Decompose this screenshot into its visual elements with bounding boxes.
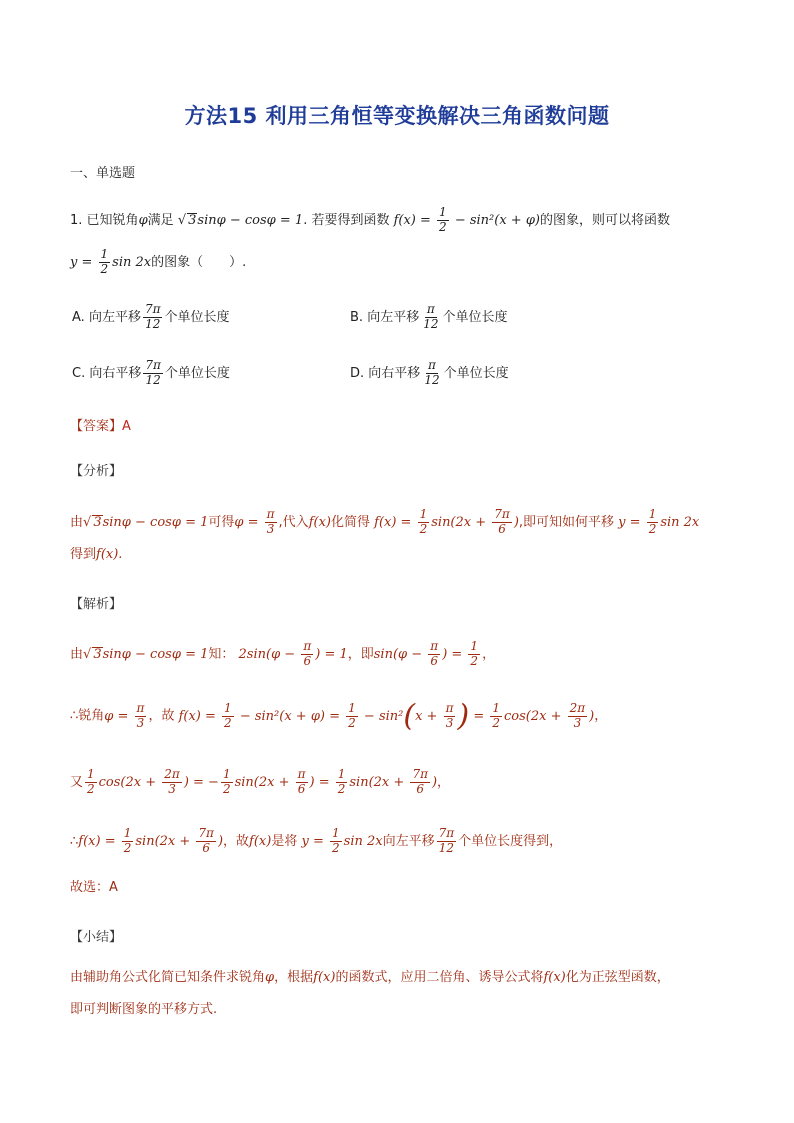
solution-line-3 [70,768,450,797]
solution-text: 由 [70,646,84,662]
solution-line-4 [70,827,562,856]
question-text: 的图象，则可以将函数 [540,212,671,228]
math-eq-1: 2sin(φ − $\frac{\pi}{6}$ ) = 1 [238,639,348,668]
summary-text: 的函数式，应用二倍角、诱导公式将 [335,970,544,985]
solution-text: ， [594,708,608,724]
option-unit: 个单位长度 [164,365,230,381]
solution-choice: 故选：A [70,880,118,895]
math-y: y = $\frac{1}{2}$ sin 2x [70,247,152,276]
analysis-label: 【分析】 [70,464,123,479]
math-identity: $\frac{1}{2}$ cos(2x + $\frac{2\pi}{3}$ ) = − $\frac{1}{2}$ sin(2x + $\frac{\pi}{6}$ ) = $\frac{1}{2}$ sin(2x + $\frac{7\pi}{6}$ ) [87,767,438,796]
solution-text: ， [482,646,496,662]
question-text: 已知锐角 [86,212,139,228]
option-unit: 个单位长度 [443,365,509,381]
math-eq-2: sin(φ − $\frac{\pi}{6}$ ) = $\frac{1}{2}$ [373,639,479,668]
solution-text: ， [437,774,451,790]
summary-line-1 [70,971,670,984]
summary-text: ，根据 [274,970,314,985]
option-b[interactable] [350,303,508,332]
option-unit: 个单位长度 [164,309,230,325]
question-line-2 [70,248,246,277]
option-direction: 向左平移 [367,309,420,325]
answer-label: 【答案】 [70,419,123,434]
analysis-text: ,代入 [278,514,309,530]
summary-line-2: 即可判断图象的平移方式. [70,1002,218,1017]
solution-text: 是将 [271,833,298,849]
question-text: 的图象（ ）. [151,254,247,270]
option-letter: B. [350,309,364,325]
analysis-text: ,即可知如何平移 [518,514,615,530]
option-fraction: $\frac{\pi}{12}$ [423,302,439,331]
math-phi-value: φ = $\frac{\pi}{3}$ [234,507,275,536]
option-direction: 向左平移 [88,309,141,325]
analysis-text: 化简得 [330,514,370,530]
solution-line-1 [70,640,495,669]
solution-text: ，故 [148,708,175,724]
math-condition: √ 3sinφ − cosφ = 1 [83,514,209,530]
option-unit: 个单位长度 [442,309,508,325]
option-fraction: $\frac{\pi}{12}$ [424,358,440,387]
solution-text: ∴ [70,833,79,849]
analysis-line-2 [70,548,122,561]
analysis-line-1 [70,508,699,537]
solution-text: ∴锐角 [70,708,105,724]
solution-text: 又 [70,774,84,790]
answer-line [70,415,131,434]
summary-text: 化为正弦型函数， [565,970,670,985]
math-derivation: f(x) = $\frac{1}{2}$ − sin²(x + φ) = $\frac{1}{2}$ − sin²(x + $\frac{\pi}{3}$ ) = $\frac{1}{2}$ cos(2x + $\frac{2\pi}{3}$ ) [178,698,595,733]
question-text: . 若要得到函数 [303,212,390,228]
analysis-text: 由 [70,514,84,530]
solution-text: ，即 [347,646,374,662]
option-letter: C. [72,365,86,381]
option-fraction: $\frac{7\pi}{12}$ [144,302,161,331]
math-fx: f(x) [313,970,336,985]
math-fx: f(x) [543,970,566,985]
math-fx: f(x) [308,514,331,530]
math-phi: φ [265,970,275,985]
option-direction: 向右平移 [89,365,142,381]
math-fx-simplified: f(x) = $\frac{1}{2}$ sin(2x + $\frac{7\pi}{6}$ ) [78,826,224,855]
question-line-1 [70,206,670,235]
page-title: 方法15 利用三角恒等变换解决三角函数问题 [184,104,610,128]
math-condition: √ 3sinφ − cosφ = 1 [83,646,209,662]
solution-line-2 [70,698,608,733]
option-fraction: $\frac{7\pi}{12}$ [145,358,161,387]
section-heading: 一、单选题 [70,166,136,181]
analysis-text: 得到 [70,547,97,562]
option-d[interactable] [350,359,509,388]
math-fx: f(x) [249,833,272,849]
option-a[interactable] [72,303,230,332]
solution-text: 向左平移 [382,833,435,849]
analysis-text: 可得 [208,514,235,530]
option-letter: D. [350,365,365,381]
math-condition: √ 3sinφ − cosφ = 1 [177,212,304,228]
question-text: 满足 [147,212,174,228]
question-number: 1. [70,212,83,228]
solution-text: 个单位长度得到， [458,833,563,849]
answer-value: A [122,419,131,434]
summary-label: 【小结】 [70,930,123,945]
solution-text: ，故 [223,833,250,849]
option-letter: A. [72,309,85,325]
math-fx: f(x). [96,547,123,562]
math-shift: $\frac{7\pi}{12}$ [438,826,455,855]
math-fx: f(x) = $\frac{1}{2}$ − sin²(x + φ) [393,205,540,234]
option-c[interactable] [72,359,230,388]
math-phi: φ [138,212,148,228]
math-y: y = $\frac{1}{2}$ sin 2x [618,507,700,536]
summary-text: 由辅助角公式化简已知条件求锐角 [70,970,266,985]
solution-label: 【解析】 [70,597,123,612]
math-phi-value: φ = $\frac{\pi}{3}$ [104,700,145,730]
option-direction: 向右平移 [368,365,421,381]
math-y: y = $\frac{1}{2}$ sin 2x [301,826,383,855]
solution-text: 知： [208,646,235,662]
math-fx-simplified: f(x) = $\frac{1}{2}$ sin(2x + $\frac{7\pi}{6}$ ) [374,507,519,536]
